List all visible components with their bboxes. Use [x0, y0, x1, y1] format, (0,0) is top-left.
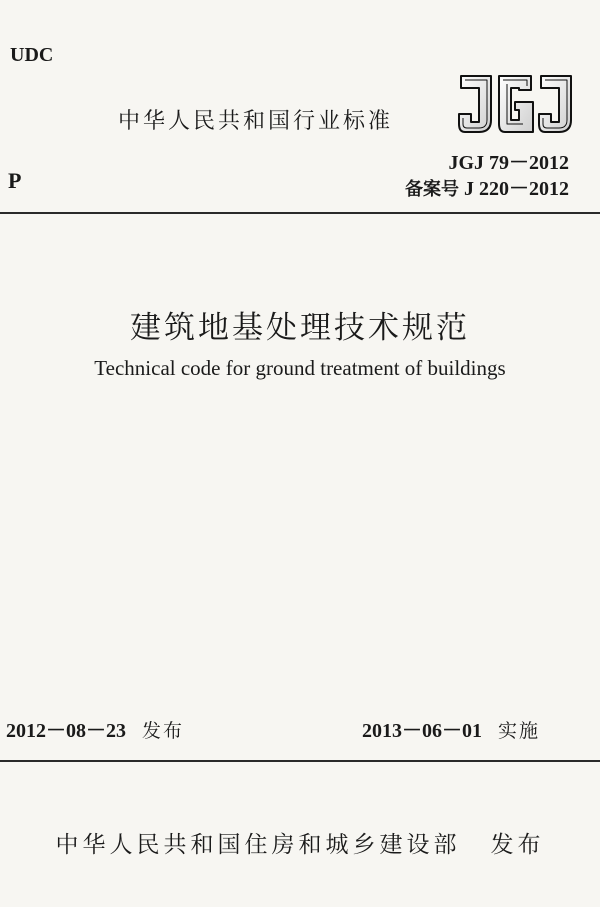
standard-code-block [405, 150, 569, 203]
effective-date: 2013－06－01 [362, 720, 482, 742]
record-number-line [405, 176, 569, 203]
publisher-action: 发布 [490, 832, 545, 858]
publisher-line [0, 826, 600, 859]
title-chinese: 建筑地基处理技术规范 [130, 310, 470, 346]
publisher: 中华人民共和国住房和城乡建设部 [55, 832, 461, 858]
record-number: J 220－2012 [464, 178, 569, 200]
issue-date-line [6, 714, 184, 743]
effective-action: 实施 [498, 720, 541, 742]
standard-type: 中华人民共和国行业标准 [118, 109, 394, 134]
classification-code: P [8, 168, 22, 193]
issue-action: 发布 [142, 720, 185, 742]
title-english: Technical code for ground treatment of buildings [94, 356, 506, 380]
record-label: 备案号 [405, 179, 459, 200]
standard-code: JGJ 79－2012 [448, 152, 569, 174]
effective-date-line [362, 714, 540, 743]
jgj-logo-icon [455, 74, 575, 136]
bottom-divider [0, 760, 600, 762]
issue-date: 2012－08－23 [6, 720, 126, 742]
udc-label: UDC [10, 44, 54, 66]
top-divider [0, 212, 600, 214]
